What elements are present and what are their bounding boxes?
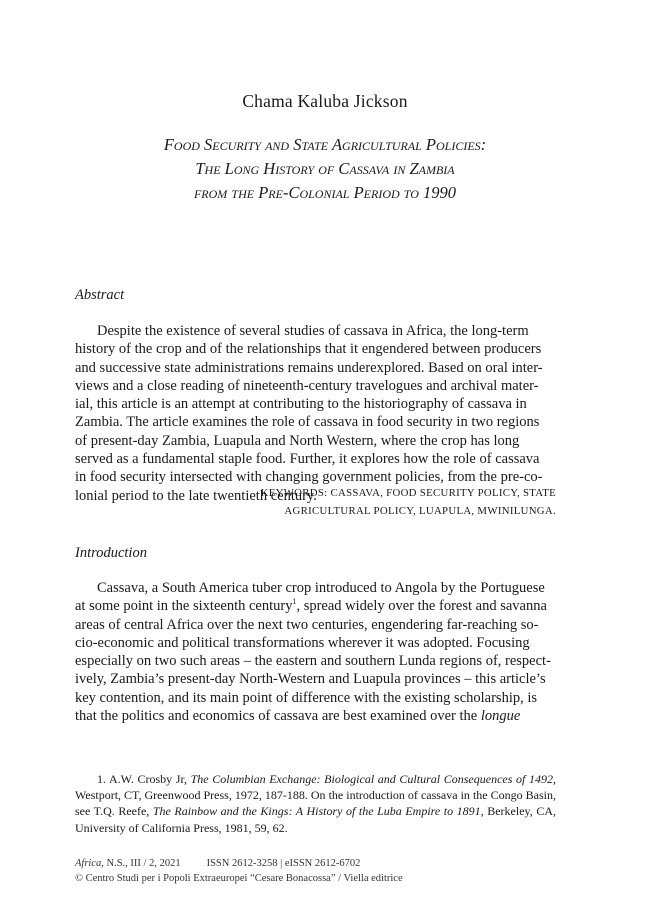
intro-line: Cassava, a South America tuber crop introduced to Angola by the Portuguese (97, 580, 545, 596)
intro-line: cio-economic and political transformations wherever it was adopted. Focusing (75, 634, 530, 651)
footer-journal-line: Africa, N.S., III / 2, 2021 ISSN 2612-3258 | eISSN 2612-6702 (75, 858, 361, 869)
title-line-3: from the Pre-Colonial Period to 1990 (193, 183, 457, 202)
footer-copyright: © Centro Studi per i Popoli Extraeuropei “Cesare Bonacossa” / Viella editrice (75, 873, 403, 884)
intro-line: key contention, and its main point of difference with the existing scholarship, is (75, 689, 538, 706)
intro-line: that the politics and economics of cassava are best examined over the longue (75, 708, 521, 725)
introduction-text (75, 579, 556, 725)
keywords (250, 484, 556, 520)
article-title (0, 133, 650, 205)
abstract-line: of present-day Zambia, Luapula and North Western, where the crop has long (75, 432, 520, 449)
intro-line: ively, Zambia’s present-day North-Western and Luapula provinces – this article’s (75, 671, 546, 688)
abstract-line: Zambia. The article examines the role of cassava in food security in two regions (75, 414, 540, 431)
intro-line: areas of central Africa over the next two centuries, engendering far-reaching so- (75, 616, 539, 633)
page-footer (75, 856, 403, 886)
keywords-line-1: KEYWORDS: CASSAVA, FOOD SECURITY POLICY, STATE (260, 487, 556, 499)
intro-line: especially on two such areas – the eastern and southern Lunda regions of, respect- (75, 653, 551, 670)
abstract-line: served as a fundamental staple food. Further, it explores how the role of cassava (75, 451, 540, 468)
footer-issn: ISSN 2612-3258 | eISSN 2612-6702 (206, 858, 361, 869)
title-line-1: Food Security and State Agricultural Policies: (163, 135, 487, 154)
keywords-line-2: AGRICULTURAL POLICY, LUAPULA, MWINILUNGA. (284, 505, 556, 517)
introduction-heading: Introduction (75, 545, 147, 561)
abstract-text (75, 322, 556, 505)
abstract-line: history of the crop and of the relationships that it engendered between producers (75, 341, 542, 358)
abstract-line: Despite the existence of several studies of cassava in Africa, the long-term (97, 323, 529, 339)
author-name: Chama Kaluba Jickson (242, 91, 408, 111)
abstract-line: lonial period to the late twentieth century. (75, 487, 317, 504)
intro-line: at some point in the sixteenth century$^1$, spread widely over the forest and savanna (75, 597, 547, 615)
abstract-heading: Abstract (75, 287, 125, 303)
title-line-2: The Long History of Cassava in Zambia (195, 159, 455, 178)
abstract-line: in food security intersected with changing government policies, from the pre-co- (75, 469, 543, 486)
abstract-line: views and a close reading of nineteenth-century travelogues and archival mater- (75, 377, 539, 394)
footnote-ref[interactable]: 1 (292, 597, 297, 607)
abstract-line: and successive state administrations remains underexplored. Based on oral inter- (75, 359, 543, 376)
abstract-line: ial, this article is an attempt at contributing to the historiography of cassava in (75, 396, 527, 413)
footnote: 1. A.W. Crosby Jr, The Columbian Exchange: Biological and Cultural Consequences of 1492, Westport, CT, Greenwood Press, 1972, 187-188. On the introduction of cassava in the Congo Basin, see T.Q. Reefe, The Rainbow and the Kings: A History of the Luba Empire to 1891, Berkeley, CA, University of California Press, 1981, 59, 62. (75, 772, 556, 835)
